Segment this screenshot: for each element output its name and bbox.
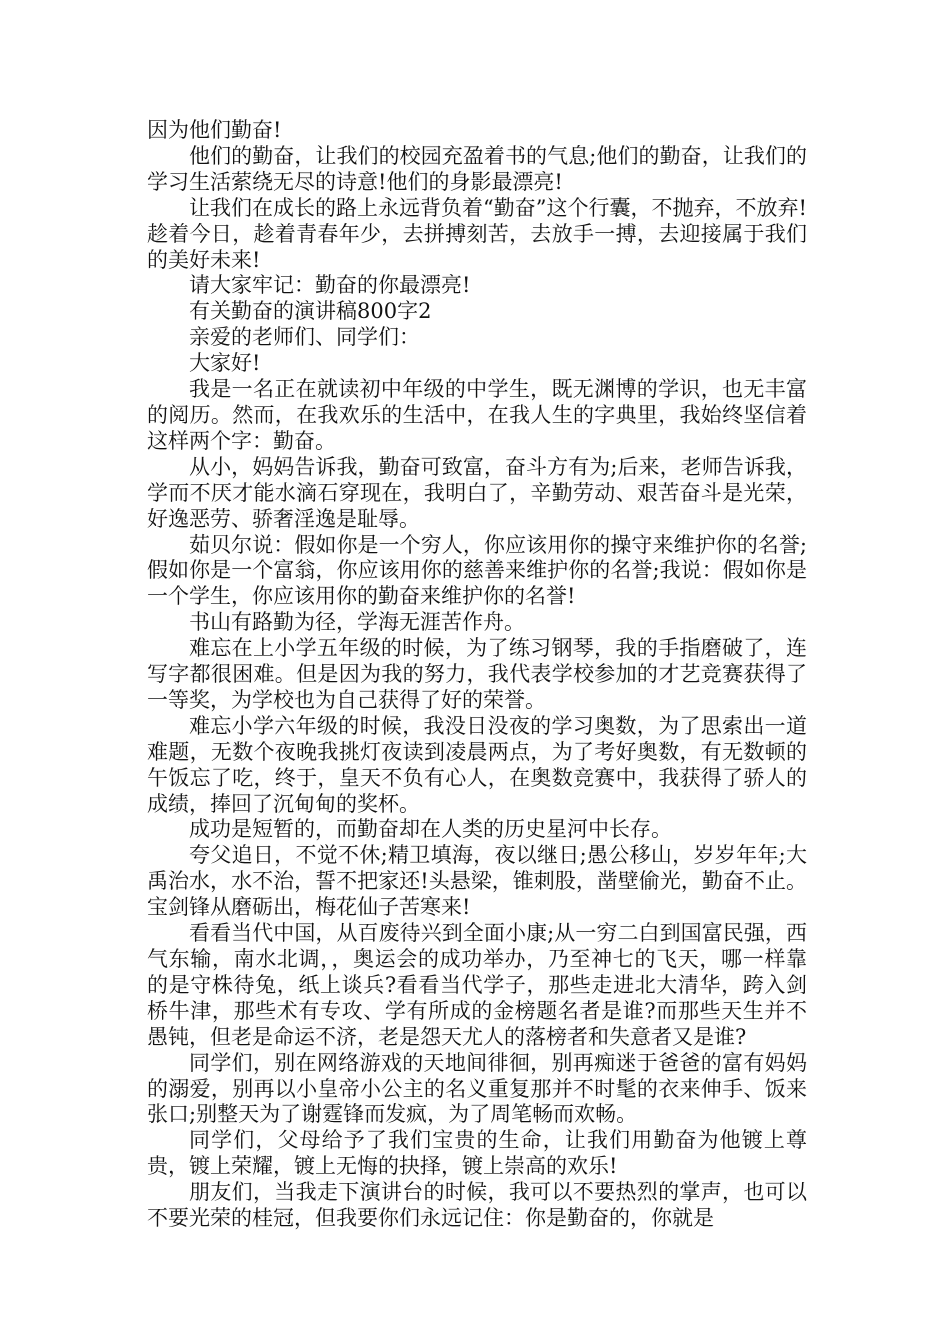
document-body bbox=[147, 118, 807, 1232]
paragraph: 同学们，父母给予了我们宝贵的生命，让我们用勤奋为他镀上尊贵，镀上荣耀，镀上无悔的抉择，镀上崇高的欢乐! bbox=[147, 1128, 807, 1179]
salutation: 亲爱的老师们、同学们： bbox=[189, 325, 420, 350]
paragraph: 同学们，别在网络游戏的天地间徘徊，别再痴迷于爸爸的富有妈妈的溺爱，别再以小皇帝小公主的名义重复那并不时髦的衣来伸手、饭来张口;别整天为了谢霆锋而发疯，为了周笔畅而欢畅。 bbox=[147, 1050, 807, 1127]
paragraph: 朋友们，当我走下演讲台的时候，我可以不要热烈的掌声，也可以不要光荣的桂冠，但我要你们永远记住：你是勤奋的，你就是 bbox=[147, 1180, 807, 1231]
paragraph: 书山有路勤为径，学海无涯苦作舟。 bbox=[189, 610, 525, 635]
paragraph: 看看当代中国，从百废待兴到全面小康;从一穷二白到国富民强，西气东输，南水北调，，奥运会的成功举办，乃至神七的飞天，哪一样靠的是守株待兔，纸上谈兵?看看当代学子，那些走进北大清华，跨入剑桥牛津，那些术有专攻、学有所成的金榜题名者是谁?而那些天生并不愚钝，但老是命运不济，老是怨天尤人的落榜者和失意者又是谁? bbox=[147, 921, 807, 1049]
section-heading: 有关勤奋的演讲稿800字2 bbox=[189, 299, 432, 324]
greeting: 大家好! bbox=[189, 351, 261, 376]
paragraph: 从小，妈妈告诉我，勤奋可致富，奋斗方有为;后来，老师告诉我，学而不厌才能水滴石穿现在，我明白了，辛勤劳动、艰苦奋斗是光荣，好逸恶劳、骄奢淫逸是耻辱。 bbox=[147, 454, 807, 531]
paragraph: 让我们在成长的路上永远背负着“勤奋”这个行囊，不抛弃，不放弃!趁着今日，趁着青春年少，去拼搏刻苦，去放手一搏，去迎接属于我们的美好未来! bbox=[147, 195, 807, 272]
paragraph: 难忘小学六年级的时候，我没日没夜的学习奥数，为了思索出一道难题，无数个夜晚我挑灯夜读到凌晨两点，为了考好奥数，有无数顿的午饭忘了吃，终于，皇天不负有心人，在奥数竞赛中，我获得了骄人的成绩，捧回了沉甸甸的奖杯。 bbox=[147, 713, 807, 816]
paragraph: 因为他们勤奋! bbox=[147, 118, 282, 142]
paragraph: 请大家牢记：勤奋的你最漂亮! bbox=[189, 273, 471, 298]
paragraph: 成功是短暂的，而勤奋却在人类的历史星河中长存。 bbox=[189, 817, 672, 842]
paragraph: 难忘在上小学五年级的时候，为了练习钢琴，我的手指磨破了，连写字都很困难。但是因为我的努力，我代表学校参加的才艺竞赛获得了一等奖，为学校也为自己获得了好的荣誉。 bbox=[147, 636, 807, 712]
paragraph: 茹贝尔说：假如你是一个穷人，你应该用你的操守来维护你的名誉;假如你是一个富翁，你应该用你的慈善来维护你的名誉;我说：假如你是一个学生，你应该用你的勤奋来维护你的名誉! bbox=[147, 532, 807, 609]
paragraph: 夸父追日，不觉不休;精卫填海，夜以继日;愚公移山，岁岁年年;大禹治水，水不治，誓不把家还!头悬梁，锥刺股，凿壁偷光，勤奋不止。宝剑锋从磨砺出，梅花仙子苦寒来! bbox=[147, 843, 807, 920]
paragraph: 他们的勤奋，让我们的校园充盈着书的气息;他们的勤奋，让我们的学习生活萦绕无尽的诗意!他们的身影最漂亮! bbox=[147, 143, 807, 194]
paragraph: 我是一名正在就读初中年级的中学生，既无渊博的学识，也无丰富的阅历。然而，在我欢乐的生活中，在我人生的字典里，我始终坚信着这样两个字：勤奋。 bbox=[147, 377, 807, 453]
